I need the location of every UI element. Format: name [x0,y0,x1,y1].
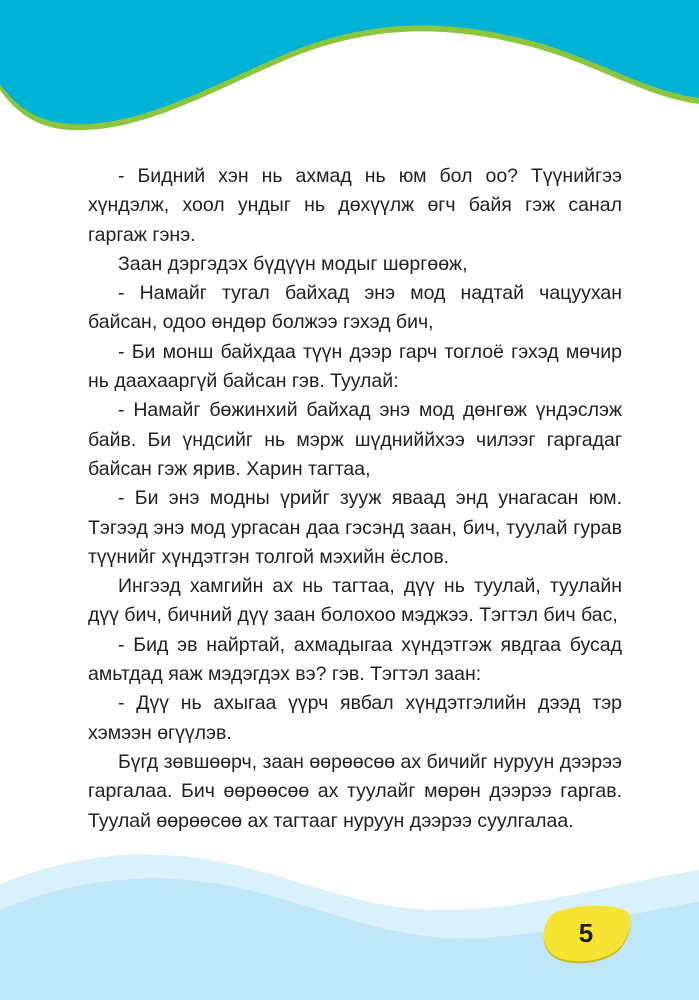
paragraph: - Би энэ модны үрийг зууж яваад энд унагасан юм. Тэгээд энэ мод ургасан даа гэсэнд заан, бич, туулай гурав түүнийг хүндэтгэн толгой мэхийн ёслов. [88,487,622,568]
paragraph: - Бидний хэн нь ахмад нь юм бол оо? Түүнийгээ хүндэлж, хоол ундыг нь дөхүүлж өгч байя гэж санал гаргаж гэнэ. [88,165,622,246]
paragraph: Бүгд зөвшөөрч, заан өөрөөсөө ах бичийг нуруун дээрээ гаргалаа. Бич өөрөөсөө ах туулайг мөрөн дээрээ гаргав. Туулай өөрөөсөө ах тагтааг нуруун дээрээ суулгалаа. [88,750,622,832]
paragraph: - Намайг тугал байхад энэ мод надтай чацуухан байсан, одоо өндөр болжээ гэхэд бич, [88,282,622,334]
story-text [88,162,622,836]
paragraph: - Би монш байхдаа түүн дээр гарч тоглоё гэхэд мөчир нь даахааргүй байсан гэв. Туулай: [88,340,622,393]
page-number: 5 [578,918,594,948]
paragraph: Заан дэргэдэх бүдүүн модыг шөргөөж, [118,252,468,275]
paragraph: - Бид эв найртай, ахмадыгаа хүндэтгэж явдгаа бусад амьтдад яаж мэдэгдэх вэ? гэв. Тэгтэл заан: [88,633,622,686]
top-wave-decoration [0,0,699,150]
paragraph: - Дүү нь ахыгаа үүрч явбал хүндэтгэлийн дээд тэр хэмээн өгүүлэв. [88,692,622,744]
paragraph: - Намайг бөжинхий байхад энэ мод дөнгөж үндэслэж байв. Би үндсийг нь мэрж шүдниййхээ чилээг гаргадаг байсан гэж ярив. Харин тагтаа, [88,399,622,480]
paragraph: Ингээд хамгийн ах нь тагтаа, дүү нь туулай, туулайн дүү бич, бичний дүү заан болохоо мэджээ. Тэгтэл бич бас, [88,575,622,627]
